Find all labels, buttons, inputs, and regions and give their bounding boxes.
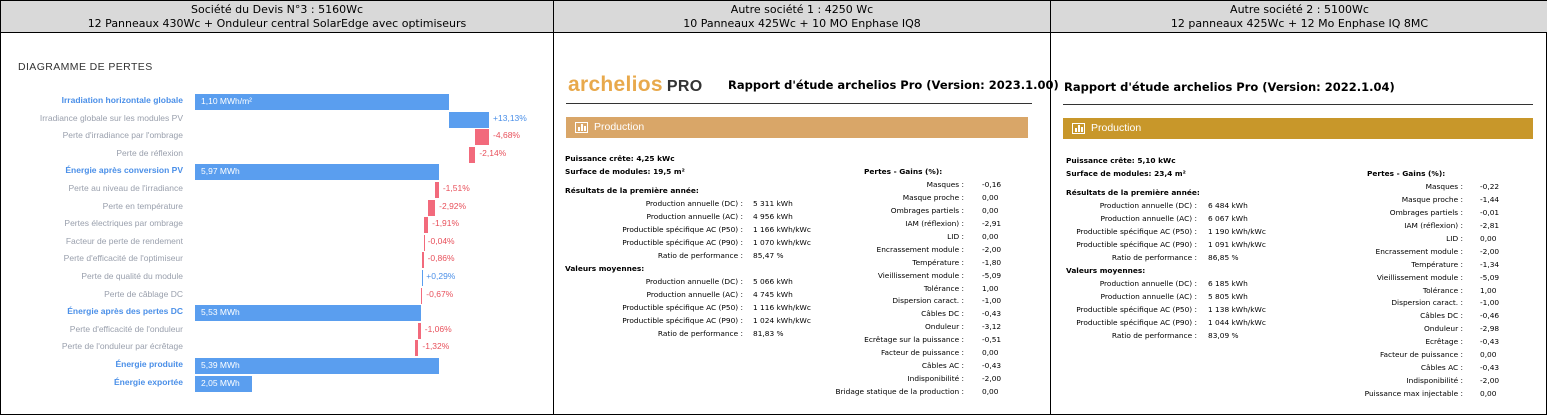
bar-value-label: 5,97 MWh [201, 166, 240, 177]
loss-row-label: Perte de réflexion [116, 147, 183, 158]
section-title: Résultats de la première année: [565, 186, 699, 196]
production-band [566, 117, 1028, 138]
result-value: 85,47 % [753, 251, 784, 261]
average-label: Productible spécifique AC (P90) : [1076, 317, 1197, 327]
loss-row-total [1, 94, 554, 108]
loss-value: 0,00 [982, 192, 999, 202]
archelios-logo [568, 73, 703, 97]
loss-value: 0,00 [982, 387, 999, 397]
result-label: Production annuelle (AC) : [1100, 214, 1197, 224]
loss-row-label: Perte d'efficacité de l'optimiseur [63, 253, 183, 264]
loss-percent-label: -1,32% [422, 341, 450, 352]
result-label: Productible spécifique AC (P90) : [622, 238, 743, 248]
header-line-1: Société du Devis N°3 : 5160Wc [191, 3, 363, 16]
loss-label: Température : [912, 257, 964, 267]
average-label: Ratio de performance : [657, 328, 743, 338]
loss-value: 0,00 [982, 205, 999, 215]
loss-row-label: Perte de l'onduleur par écrêtage [61, 341, 183, 352]
production-label: Production [1091, 122, 1142, 134]
loss-label: LID : [1446, 233, 1463, 243]
loss-label: Câbles DC : [921, 309, 964, 319]
loss-label: IAM (réflexion) : [1404, 220, 1463, 230]
loss-label: Température : [1411, 259, 1463, 269]
loss-label: Tolérance : [923, 283, 964, 293]
bar-value-label: 1,10 MWh/m² [201, 96, 253, 106]
loss-value: 1,00 [982, 283, 999, 293]
header-line-1: Autre société 1 : 4250 Wc [730, 3, 874, 16]
loss-percent-label: -0,86% [427, 253, 455, 264]
loss-bar [422, 252, 424, 268]
loss-label: Facteur de puissance : [1379, 350, 1463, 360]
loss-bar [421, 288, 423, 304]
loss-label: Vieillissement module : [877, 270, 964, 280]
loss-row-total [1, 164, 554, 178]
loss-row-label: Irradiation horizontale globale [61, 95, 183, 105]
module-surface: Surface de modules: 19,5 m² [565, 166, 685, 176]
average-label: Productible spécifique AC (P50) : [1076, 304, 1197, 314]
loss-row-label: Énergie produite [115, 359, 183, 369]
loss-percent-label: -4,68% [493, 130, 520, 141]
loss-label: IAM (réflexion) : [905, 218, 964, 228]
average-label: Production annuelle (AC) : [646, 289, 743, 299]
header-line-2: 12 panneaux 425Wc + 12 Mo Enphase IQ 8MC [1170, 17, 1429, 30]
section-title: Valeurs moyennes: [1066, 266, 1146, 276]
loss-row [1, 235, 554, 249]
loss-row-label: Perte de câblage DC [104, 288, 183, 299]
loss-value: -1,44 [1480, 194, 1500, 204]
logo-pro: PRO [666, 78, 703, 95]
loss-percent-label: -1,91% [432, 218, 460, 229]
loss-row [1, 182, 554, 196]
loss-label: Câbles DC : [1420, 311, 1463, 321]
average-value: 83,09 % [1208, 330, 1239, 340]
loss-value: -0,43 [1480, 337, 1500, 347]
loss-value: -2,81 [1480, 220, 1500, 230]
loss-row-label: Énergie exportée [114, 376, 183, 387]
loss-label: Ombrages partiels : [1389, 207, 1463, 217]
loss-label: Indisponibilité : [1406, 376, 1463, 386]
loss-percent-label: +0,29% [426, 271, 456, 281]
average-label: Ratio de performance : [1111, 330, 1197, 340]
losses-title: Pertes - Gains (%): [864, 166, 943, 176]
loss-label: Indisponibilité : [907, 374, 964, 384]
loss-label: Dispersion caract. : [892, 296, 964, 306]
result-label: Production annuelle (DC) : [1099, 201, 1197, 211]
result-label: Productible spécifique AC (P50) : [622, 225, 743, 235]
peak-power: Puissance crête: 4,25 kWc [565, 154, 675, 163]
average-label: Productible spécifique AC (P90) : [622, 315, 743, 325]
loss-label: Ecrêtage sur la puissance : [864, 335, 964, 345]
result-value: 1 190 kWh/kWc [1208, 227, 1266, 237]
bar-value-label: 2,05 MWh [201, 377, 240, 388]
average-value: 81,83 % [753, 328, 784, 338]
loss-value: -2,00 [1480, 376, 1500, 386]
loss-value: 0,00 [1480, 233, 1497, 243]
section-title: Valeurs moyennes: [565, 264, 645, 274]
column-header [1, 1, 553, 33]
result-value: 4 956 kWh [753, 212, 793, 222]
average-value: 5 805 kWh [1208, 291, 1248, 301]
loss-label: Encrassement module : [876, 244, 964, 254]
loss-bar [428, 200, 435, 216]
loss-row-total [1, 376, 554, 390]
loss-label: Masques : [926, 179, 964, 189]
loss-row-label: Perte d'efficacité de l'onduleur [69, 323, 183, 334]
loss-value: -0,16 [982, 179, 1002, 189]
average-value: 1 024 kWh/kWc [753, 315, 811, 325]
loss-bar [418, 323, 420, 339]
loss-row-label: Perte d'irradiance par l'ombrage [62, 130, 183, 141]
logo-main: archelios [568, 73, 663, 96]
column-company-2 [1051, 1, 1547, 415]
loss-value: -1,34 [1480, 259, 1500, 269]
loss-label: Facteur de puissance : [880, 348, 964, 358]
loss-value: -0,43 [1480, 363, 1500, 373]
column-header [1051, 1, 1547, 33]
loss-diagram-title: DIAGRAMME DE PERTES [18, 61, 153, 73]
loss-row [1, 112, 554, 126]
loss-bar [469, 147, 475, 163]
loss-row [1, 217, 554, 231]
loss-value: -2,00 [982, 374, 1002, 384]
loss-label: Ombrages partiels : [890, 205, 964, 215]
loss-value: 1,00 [1480, 285, 1497, 295]
loss-row [1, 340, 554, 354]
module-surface: Surface de modules: 23,4 m² [1066, 168, 1186, 178]
loss-value: 0,00 [1480, 350, 1497, 360]
average-value: 4 745 kWh [753, 289, 793, 299]
loss-row-label: Facteur de perte de rendement [65, 235, 183, 246]
loss-percent-label: -0,04% [427, 235, 455, 246]
column-company-1 [554, 1, 1059, 415]
loss-value: -3,12 [982, 322, 1002, 332]
loss-percent-label: -0,67% [426, 288, 454, 299]
loss-value: -1,00 [982, 296, 1002, 306]
loss-label: Dispersion caract. : [1391, 298, 1463, 308]
loss-value: -0,22 [1480, 181, 1500, 191]
loss-label: Câbles AC : [1420, 363, 1463, 373]
total-bar [195, 305, 421, 321]
average-value: 6 185 kWh [1208, 279, 1248, 289]
report-title: Rapport d'étude archelios Pro (Version: 2022.1.04) [1064, 80, 1395, 94]
loss-value: 0,00 [982, 231, 999, 241]
loss-row [1, 288, 554, 302]
loss-row-total [1, 305, 554, 319]
production-band [1063, 118, 1533, 139]
loss-row [1, 147, 554, 161]
loss-percent-label: +13,13% [493, 112, 527, 123]
divider [566, 103, 1032, 104]
loss-label: Masques : [1425, 181, 1463, 191]
loss-label: Masque proche : [1401, 194, 1463, 204]
result-label: Productible spécifique AC (P90) : [1076, 240, 1197, 250]
loss-row [1, 129, 554, 143]
average-value: 1 044 kWh/kWc [1208, 317, 1266, 327]
header-line-1: Autre société 2 : 5100Wc [1230, 3, 1369, 16]
loss-value: -0,43 [982, 309, 1002, 319]
loss-label: Onduleur : [1423, 324, 1463, 334]
loss-bar [415, 340, 418, 356]
loss-row [1, 323, 554, 337]
loss-row-label: Pertes électriques par ombrage [64, 218, 183, 229]
loss-label: Vieillissement module : [1376, 272, 1463, 282]
column-quote-3 [1, 1, 554, 415]
divider [1063, 104, 1533, 105]
loss-row-label: Perte de qualité du module [81, 271, 183, 281]
loss-percent-label: -1,06% [424, 323, 452, 334]
loss-label: Ecrêtage : [1425, 337, 1463, 347]
bar-chart-icon [1072, 123, 1085, 134]
loss-label: Masque proche : [902, 192, 964, 202]
peak-power: Puissance crête: 5,10 kWc [1066, 156, 1176, 165]
average-label: Production annuelle (DC) : [645, 277, 743, 287]
loss-row [1, 252, 554, 266]
bar-chart-icon [575, 122, 588, 133]
loss-row [1, 200, 554, 214]
loss-value: -2,91 [982, 218, 1002, 228]
average-label: Production annuelle (DC) : [1099, 279, 1197, 289]
gain-bar [449, 112, 489, 128]
total-bar [195, 94, 449, 110]
loss-bar [424, 235, 425, 251]
loss-row-label: Énergie après des pertes DC [67, 306, 183, 317]
average-value: 1 116 kWh/kWc [753, 302, 811, 312]
loss-value: -1,00 [1480, 298, 1500, 308]
result-value: 1 166 kWh/kWc [753, 225, 811, 235]
total-bar [195, 358, 439, 374]
loss-value: -0,46 [1480, 311, 1500, 321]
result-label: Ratio de performance : [657, 251, 743, 261]
report-title: Rapport d'étude archelios Pro (Version: 2023.1.00) [728, 78, 1059, 92]
loss-bar [424, 217, 428, 233]
loss-label: Onduleur : [924, 322, 964, 332]
loss-value: -0,51 [982, 335, 1002, 345]
loss-label: Câbles AC : [921, 361, 964, 371]
loss-value: -2,00 [982, 244, 1002, 254]
result-label: Production annuelle (DC) : [645, 199, 743, 209]
average-value: 5 066 kWh [753, 277, 793, 287]
average-label: Production annuelle (AC) : [1100, 291, 1197, 301]
loss-value: 0,00 [1480, 389, 1497, 399]
result-label: Production annuelle (AC) : [646, 212, 743, 222]
loss-bar [475, 129, 489, 145]
loss-value: -2,98 [1480, 324, 1500, 334]
loss-row-label: Perte au niveau de l'irradiance [68, 183, 183, 193]
bar-value-label: 5,39 MWh [201, 360, 240, 370]
column-header [554, 1, 1050, 33]
loss-value: -1,80 [982, 257, 1002, 267]
loss-label: Tolérance : [1422, 285, 1463, 295]
result-value: 1 070 kWh/kWc [753, 238, 811, 248]
loss-row-label: Énergie après conversion PV [65, 165, 183, 176]
loss-value: -0,43 [982, 361, 1002, 371]
average-label: Productible spécifique AC (P50) : [622, 302, 743, 312]
section-title: Résultats de la première année: [1066, 188, 1200, 198]
losses-title: Pertes - Gains (%): [1367, 168, 1446, 178]
result-value: 86,85 % [1208, 253, 1239, 263]
result-value: 1 091 kWh/kWc [1208, 240, 1266, 250]
loss-value: -5,09 [1480, 272, 1500, 282]
result-label: Ratio de performance : [1111, 253, 1197, 263]
result-value: 6 067 kWh [1208, 214, 1248, 224]
loss-label: Encrassement module : [1375, 246, 1463, 256]
loss-value: -2,00 [1480, 246, 1500, 256]
result-label: Productible spécifique AC (P50) : [1076, 227, 1197, 237]
result-value: 6 484 kWh [1208, 201, 1248, 211]
loss-row-label: Irradiance globale sur les modules PV [39, 112, 183, 123]
loss-label: LID : [947, 231, 964, 241]
result-value: 5 311 kWh [753, 199, 793, 209]
loss-percent-label: -2,14% [479, 147, 507, 158]
production-label: Production [594, 121, 645, 133]
total-bar [195, 376, 252, 392]
average-value: 1 138 kWh/kWc [1208, 304, 1266, 314]
loss-bar [435, 182, 439, 198]
loss-value: -5,09 [982, 270, 1002, 280]
loss-label: Bridage statique de la production : [835, 387, 964, 397]
header-line-2: 10 Panneaux 425Wc + 10 MO Enphase IQ8 [683, 17, 921, 30]
header-line-2: 12 Panneaux 430Wc + Onduleur central SolarEdge avec optimiseurs [87, 17, 467, 30]
loss-value: 0,00 [982, 348, 999, 358]
loss-row-total [1, 358, 554, 372]
loss-percent-label: -1,51% [442, 183, 470, 193]
loss-row [1, 270, 554, 284]
loss-value: -0,01 [1480, 207, 1500, 217]
loss-row-label: Perte en température [102, 200, 183, 211]
loss-percent-label: -2,92% [439, 200, 467, 211]
loss-label: Puissance max injectable : [1364, 389, 1463, 399]
total-bar [195, 164, 439, 180]
bar-value-label: 5,53 MWh [201, 307, 240, 318]
gain-bar [422, 270, 423, 286]
